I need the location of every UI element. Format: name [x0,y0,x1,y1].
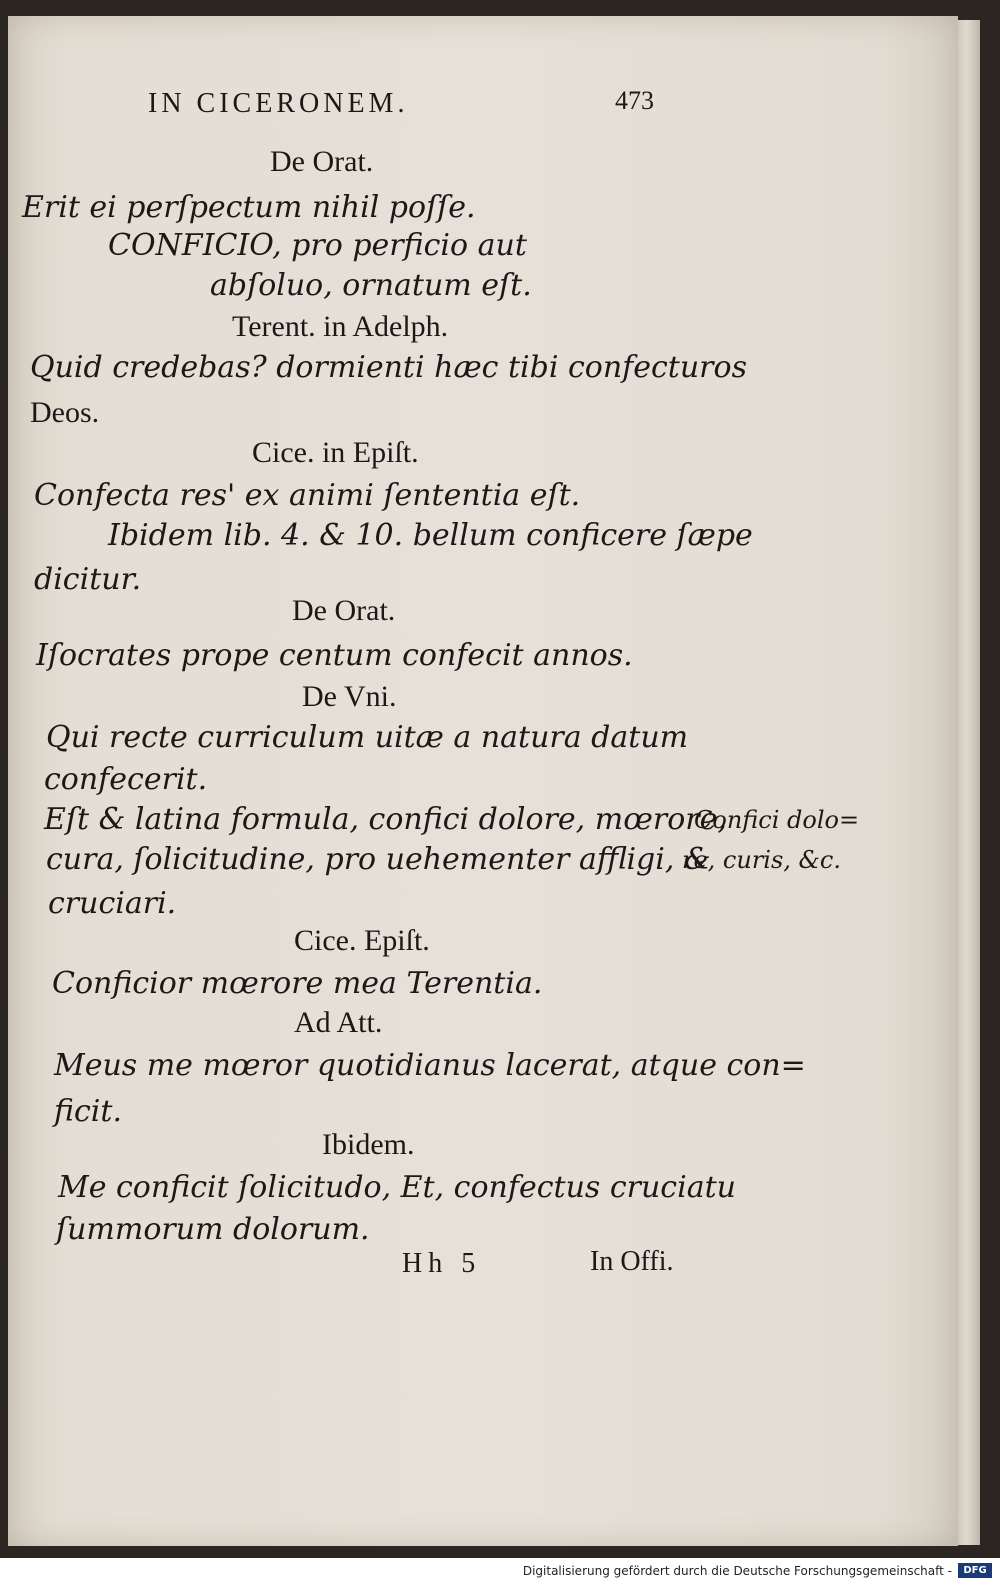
text-line: Conficior mœrore mea Terentia. [52,966,543,1001]
text-line: ſummorum dolorum. [56,1212,370,1247]
credit-bar [0,1558,1000,1585]
text-line: De Vni. [302,680,397,713]
text-line: Quid credebas? dormienti hæc tibi confecturos [30,350,747,385]
text-line: Confecta res' ex animi ſententia eſt. [34,478,581,513]
text-line: ficit. [54,1094,122,1129]
text-line: De Orat. [270,145,374,178]
text-line: cura, ſolicitudine, pro uehementer affligi, & [46,842,711,877]
text-line: Ibidem lib. 4. & 10. bellum conficere ſæpe [108,518,753,553]
text-line: dicitur. [34,562,142,597]
text-line: Erit ei perſpectum nihil poſſe. [22,190,476,225]
dfg-logo: DFG [958,1563,992,1578]
credit-text: Digitalisierung gefördert durch die Deutsche Forschungsgemeinschaft - [522,1564,952,1578]
text-line: CONFICIO, pro perficio aut [108,228,527,263]
text-line: Qui recte curriculum uitæ a natura datum [46,720,689,755]
margin-note: Confici dolo= [694,806,860,834]
text-line: Deos. [30,396,100,429]
text-line: Eſt & latina formula, confici dolore, mœrore, [44,802,727,837]
text-line: cruciari. [48,886,177,921]
text-line: Terent. in Adelph. [232,310,449,343]
text-line: Ibidem. [322,1128,415,1161]
text-line: Me conficit ſolicitudo, Et, confectus cruciatu [58,1170,736,1205]
text-line: Ad Att. [294,1006,383,1039]
text-line: Meus me mœror quotidianus lacerat, atque con= [54,1048,806,1083]
margin-note: re, curis, &c. [682,846,841,874]
text-line: Cice. in Epiſt. [252,436,419,469]
signature-mark: Hh 5 [402,1248,482,1279]
text-line: confecerit. [44,762,208,797]
text-line: Iſocrates prope centum confecit annos. [36,638,633,673]
running-head: IN CICERONEM. [148,88,409,119]
catchword: In Offi. [590,1246,674,1277]
text-line: Cice. Epiſt. [294,924,430,957]
page-edge [958,20,980,1545]
text-line: De Orat. [292,594,396,627]
text-line: abſoluo, ornatum eſt. [210,268,532,303]
page-number: 473 [615,86,654,115]
